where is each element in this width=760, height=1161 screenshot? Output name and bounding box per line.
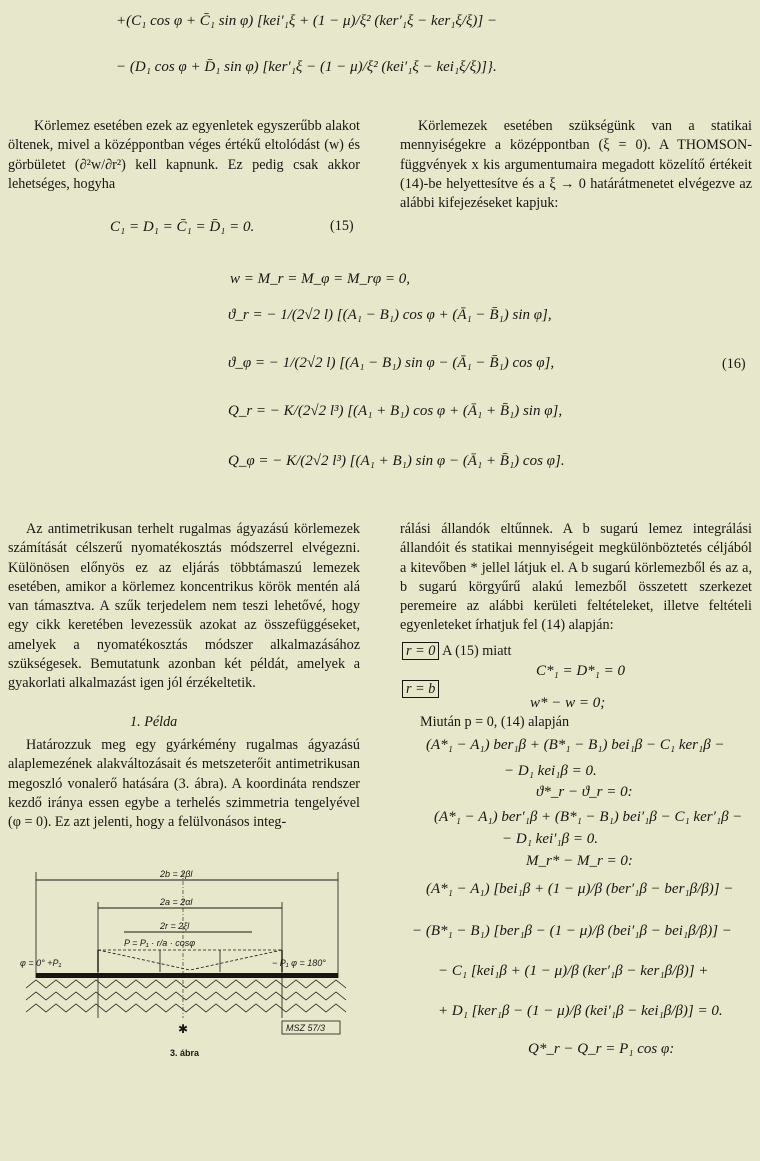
figure-caption: 3. ábra: [170, 1048, 200, 1058]
eq-w: w* − w = 0;: [530, 695, 606, 711]
example-title: 1. Példa: [130, 714, 178, 730]
left-body-paragraph-1: Az antimetrikusan terhelt rugalmas ágyazású körlemezek számítását célszerű nyomatékosztás módszerrel elvégezni. Különösen előnyös ez az eljárás többtámaszú lemezek esetében, amikor a körlemez koncentrikus körök mentén alá van támasztva. A szűk terjedelem nem teszi lehetővé, hogy egy cikk keretében levezessük azokat az összefüggéseket, amelyek a nyomatékosztás módszer alkalmazásához szükségesek. Bemutatunk azonban két példát, amelyek a gyakorlati alkalmazást igen jól érzékeltetik.: [8, 521, 360, 692]
soil-hatch-row-1: [26, 980, 346, 988]
plate: [36, 973, 338, 978]
dim-outer-label: 2b = 2βl: [160, 869, 193, 879]
system16-row-2: ϑ_r = − 1/(2√2 l) [(A₁ − B₁) cos φ + (Ā₁ − B̄₁) sin φ],: [228, 307, 552, 323]
load-diagonal-left: [98, 950, 190, 970]
dim-inner-label: 2r = 2ξl: [160, 921, 190, 931]
boundary-rb-row: [402, 680, 439, 699]
figure-3: [20, 858, 360, 1068]
eq-c-1: (A*₁ − A₁) [bei₁β + (1 − μ)/β (ber′₁β − ber₁β/β)] −: [426, 881, 734, 897]
eq-a-2: − D₁ kei₁β = 0.: [504, 763, 597, 779]
top-equation-line-1: [116, 12, 497, 30]
center-star-icon: ✱: [178, 1022, 189, 1036]
stamp-label: MSZ 57/3: [286, 1023, 326, 1033]
eq-b-2: − D₁ kei′₁β = 0.: [502, 831, 598, 847]
right-body-paragraph: rálási állandók eltűnnek. A b sugarú lemez integrálási állandóit és statikai mennyiségeit megkülönböztetés céljából a kitevőben * jellel látjuk el. A b sugarú körlemezből és az a, b sugarú körgyűrű alakú lemezből összetett szerkezet peremeire az alábbi kerületi feltételeket, illetve feltételi egyenleteket írhatjuk fel (14) alapján:: [400, 521, 752, 634]
eq-c-2: − (B*₁ − B₁) [ber₁β − (1 − μ)/β (bei′₁β − bei₁β/β)] −: [412, 923, 732, 939]
since-line: Miután p = 0, (14) alapján: [420, 714, 570, 730]
left-load-label: φ = 0° +P₁: [20, 958, 62, 968]
eq-theta: ϑ*_r − ϑ_r = 0:: [536, 784, 633, 800]
system16-row-3: ϑ_φ = − 1/(2√2 l) [(A₁ − B₁) sin φ − (Ā₁ − B̄₁) cos φ],: [228, 355, 555, 371]
dim-middle-label: 2a = 2αl: [160, 897, 193, 907]
boundary-r0-text: A (15) miatt: [442, 643, 512, 659]
eq-c-4: + D₁ [ker₁β − (1 − μ)/β (kei′₁β − kei₁β/β)] = 0.: [438, 1003, 723, 1019]
system16-row-1: w = M_r = M_φ = M_rφ = 0,: [230, 271, 410, 287]
equation-15-number: (15): [330, 218, 354, 234]
soil-hatch-row-2: [26, 992, 346, 1000]
eq-c-star: C*₁ = D*₁ = 0: [536, 663, 626, 679]
eq-m: M_r* − M_r = 0:: [526, 853, 633, 869]
eq-b-1: (A*₁ − A₁) ber′₁β + (B*₁ − B₁) bei′₁β − C₁ ker′₁β −: [434, 809, 743, 825]
system16-row-5: Q_φ = − K/(2√2 l³) [(A₁ + B₁) sin φ − (Ā₁ + B̄₁) cos φ].: [228, 453, 565, 469]
boundary-r0-box: r = 0: [402, 642, 439, 660]
eq-c-3: − C₁ [kei₁β + (1 − μ)/β (ker′₁β − ker₁β/β)] +: [438, 963, 709, 979]
left-intro-paragraph: Körlemez esetében ezek az egyenletek egyszerűbb alakot öltenek, mivel a középpontban véges értékű eltolódást (w) és görbületet (∂²w/∂r²) kell kapnunk. Ez pedig csak akkor lehetséges, hogyha: [8, 118, 360, 192]
equation-15: C₁ = D₁ = C̄₁ = D̄₁ = 0.: [110, 219, 255, 235]
equation-16-number: (16): [722, 356, 746, 372]
top-equation-text-2: − (D₁ cos φ + D̄₁ sin φ) [ker′₁ξ − (1 − μ)/ξ² (kei′₁ξ − kei₁ξ/ξ)]}.: [116, 59, 497, 75]
load-diagonal-right: [190, 950, 282, 970]
system16-row-4: Q_r = − K/(2√2 l³) [(A₁ + B₁) cos φ + (Ā₁ + B̄₁) sin φ],: [228, 403, 563, 419]
load-formula-label: P = P₁ · r/a · cosφ: [124, 938, 196, 948]
eq-q: Q*_r − Q_r = P₁ cos φ:: [528, 1041, 675, 1057]
soil-hatch-row-3: [26, 1004, 346, 1012]
right-load-label: − P₁ φ = 180°: [272, 958, 326, 968]
left-body-paragraph-2: Határozzuk meg egy gyárkémény rugalmas ágyazású alaplemezének alakváltozásait és metszeterőit antimetrikusan megoszló vonalerő hatására (3. ábra). A koordináta rendszer kezdő iránya essen egybe a terhelés szimmetria tengelyével (φ = 0). Ez azt jelenti, hogy a felülvonásos integ-: [8, 737, 360, 831]
top-equation-line-2: [116, 58, 497, 76]
boundary-rb-box: r = b: [402, 680, 439, 698]
top-equation-text-1: +(C₁ cos φ + C̄₁ sin φ) [kei′₁ξ + (1 − μ)/ξ² (ker′₁ξ − ker₁ξ/ξ)] −: [116, 13, 498, 29]
right-intro-paragraph: Körlemezek esetében szükségünk van a statikai mennyiségekre a középpontban (ξ = 0). A THOMSON-függvények x kis argumentumaira megadott közelítő értékeit (14)-be helyettesítve és a ξ → 0 határátmenetet elvégezve az alábbi kifejezéseket kapjuk:: [400, 118, 752, 212]
eq-a-1: (A*₁ − A₁) ber₁β + (B*₁ − B₁) bei₁β − C₁ ker₁β −: [426, 737, 725, 753]
boundary-r0-row: [402, 642, 511, 661]
